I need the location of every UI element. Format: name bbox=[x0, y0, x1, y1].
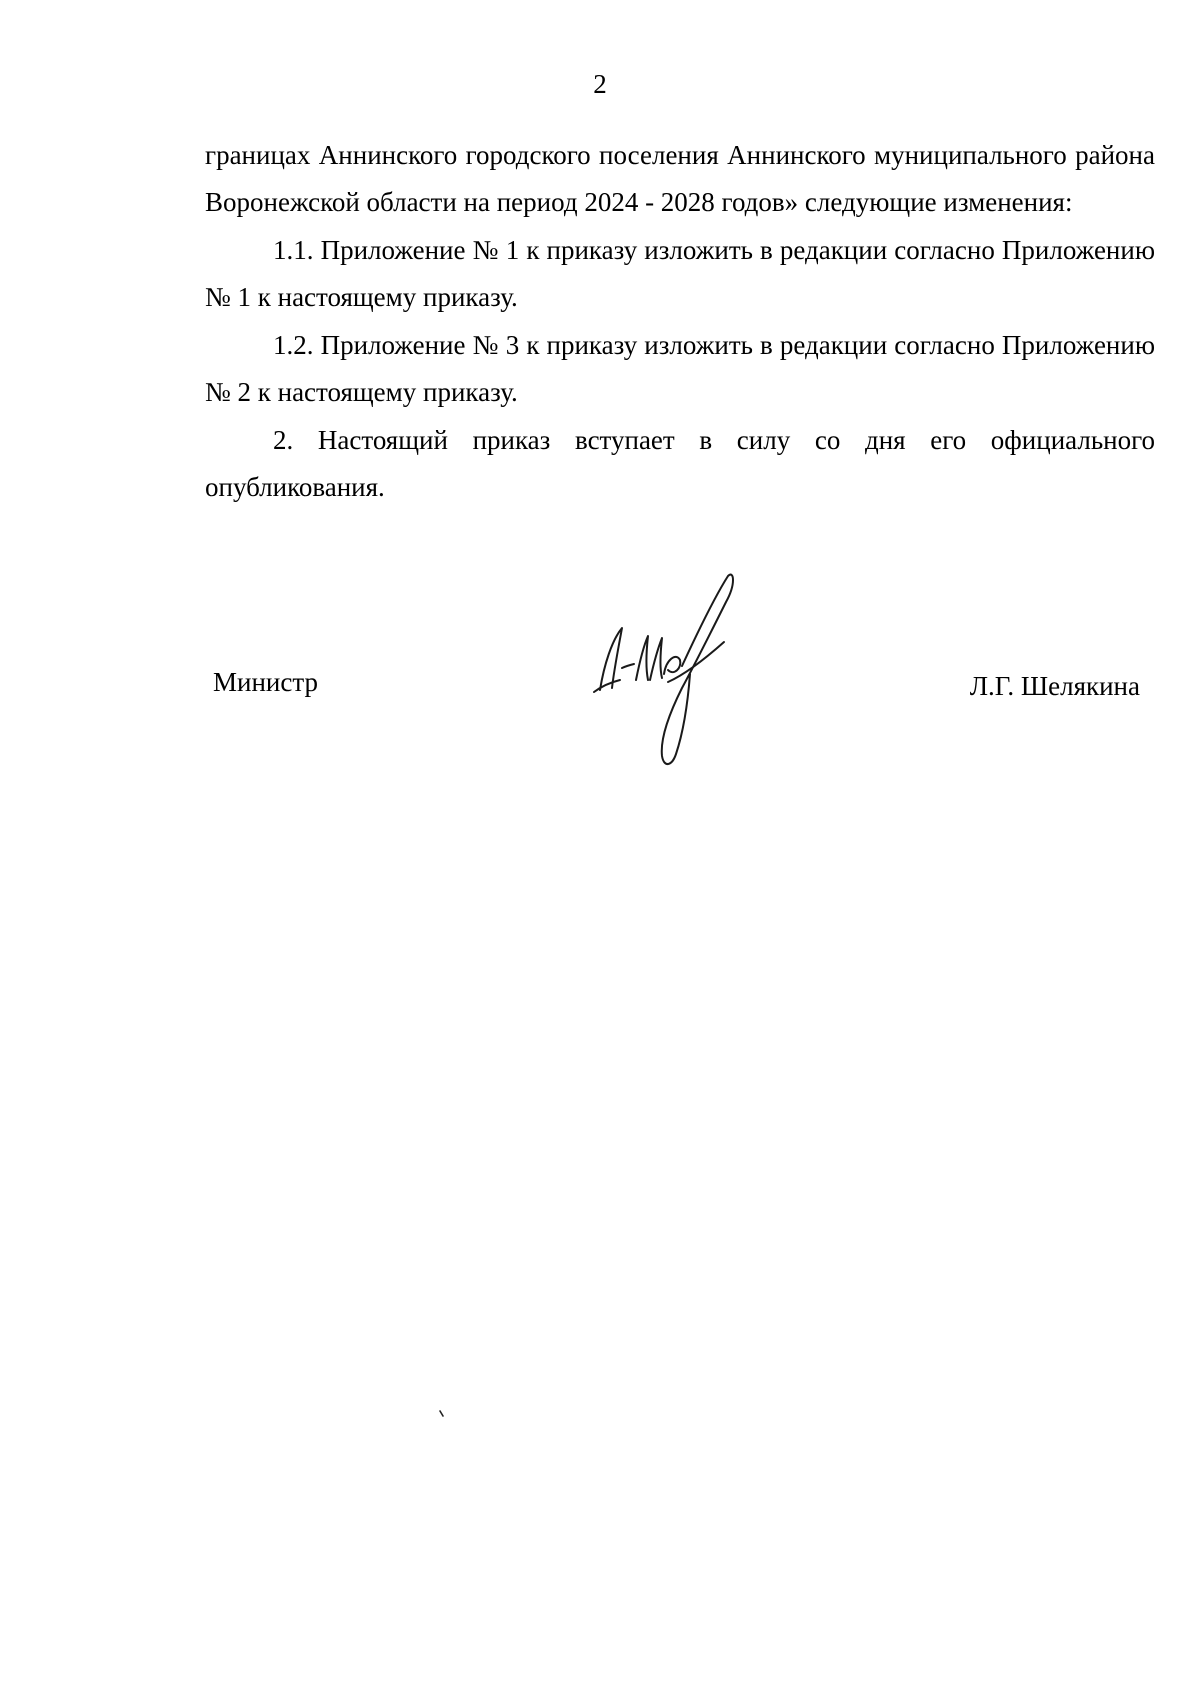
paragraph-item-2: 2. Настоящий приказ вступает в силу со дня его официального опубликования. bbox=[205, 425, 1155, 502]
signature-block bbox=[0, 570, 1200, 790]
paragraph-item-1-1: 1.1. Приложение № 1 к приказу изложить в редакции согласно Приложению № 1 к настоящему приказу. bbox=[205, 235, 1155, 312]
paragraph-continuation: границах Аннинского городского поселения Аннинского муниципального района Воронежской области на период 2024 - 2028 годов» следующие изменения: bbox=[205, 140, 1155, 217]
scan-artifact-mark bbox=[439, 1410, 445, 1418]
handwritten-signature bbox=[590, 570, 790, 770]
document-body bbox=[205, 132, 1155, 512]
signer-name: Л.Г. Шелякина bbox=[969, 671, 1140, 701]
page-number: 2 bbox=[593, 69, 607, 99]
paragraph-item-1-2: 1.2. Приложение № 3 к приказу изложить в редакции согласно Приложению № 2 к настоящему приказу. bbox=[205, 330, 1155, 407]
signer-position: Министр bbox=[213, 667, 318, 697]
